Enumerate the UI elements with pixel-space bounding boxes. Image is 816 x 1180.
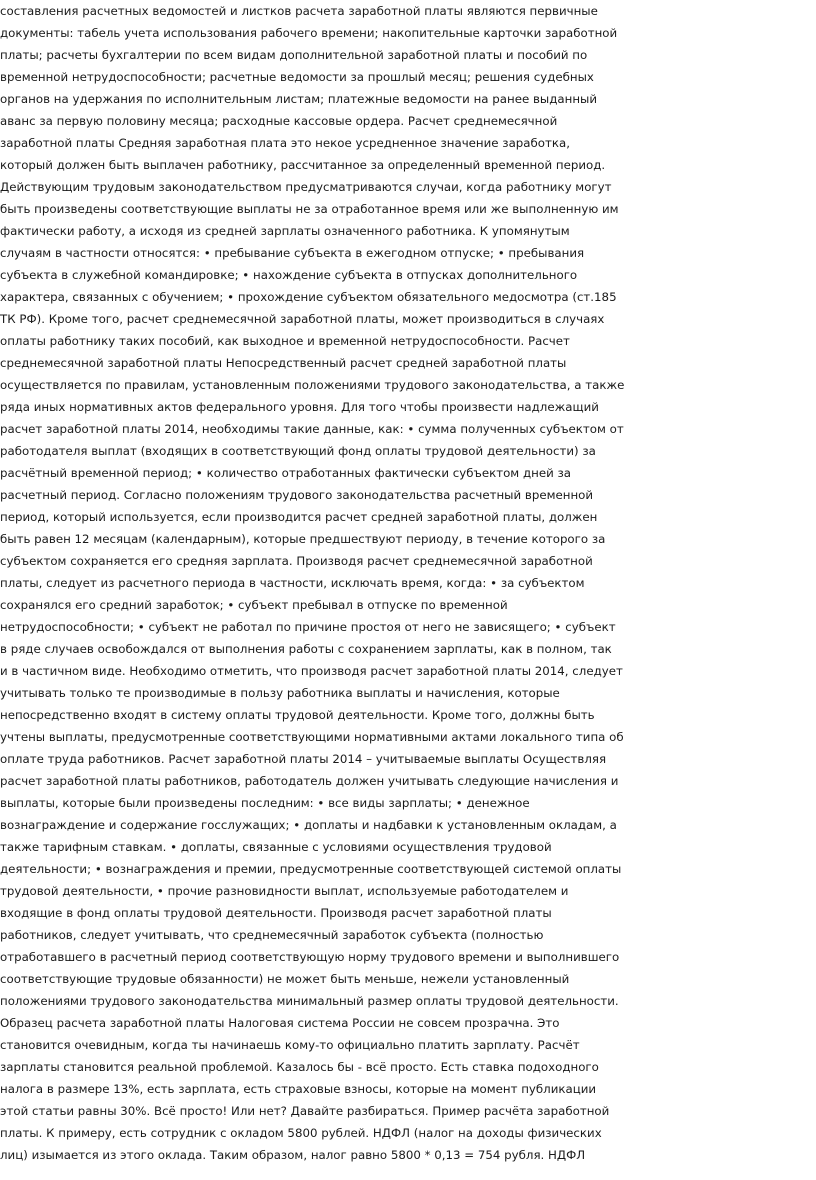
text-line: фактически работу, а исходя из средней зарплаты означенного работника. К упомянутым [0,224,570,238]
text-line: лиц) изымается из этого оклада. Таким образом, налог равно 5800 * 0,13 = 754 рубля. НДФЛ [0,1148,586,1162]
text-line: учитывать только те производимые в пользу работника выплаты и начисления, которые [0,686,560,700]
text-line: выплаты, которые были произведены последним: • все виды зарплаты; • денежное [0,796,530,810]
text-line: и в частичном виде. Необходимо отметить, что производя расчет заработной платы 2014, следует [0,664,623,678]
text-line: ТК РФ). Кроме того, расчет среднемесячной заработной платы, может производиться в случаях [0,312,605,326]
text-line: документы: табель учета использования рабочего времени; накопительные карточки заработной [0,26,618,40]
text-line: платы; расчеты бухгалтерии по всем видам дополнительной заработной платы и пособий по [0,48,588,62]
text-line: оплаты работнику таких пособий, как выходное и временной нетрудоспособности. Расчет [0,334,570,348]
text-line: становится очевидным, когда ты начинаешь кому-то официально платить зарплату. Расчёт [0,1038,580,1052]
text-line: входящие в фонд оплаты трудовой деятельности. Производя расчет заработной платы [0,906,552,920]
text-line: нетрудоспособности; • субъект не работал по причине простоя от него не зависящего; • субъект [0,620,616,634]
text-line: среднемесячной заработной платы Непосредственный расчет средней заработной платы [0,356,567,370]
text-line: положениями трудового законодательства минимальный размер оплаты трудовой деятельности. [0,994,619,1008]
text-line: который должен быть выплачен работнику, рассчитанное за определенный временной период. [0,158,606,172]
text-line: временной нетрудоспособности; расчетные ведомости за прошлый месяц; решения судебных [0,70,594,84]
text-line: субъекта в служебной командировке; • нахождение субъекта в отпусках дополнительного [0,268,578,282]
text-line: сохранялся его средний заработок; • субъект пребывал в отпуске по временной [0,598,508,612]
text-line: Образец расчета заработной платы Налоговая система России не совсем прозрачна. Это [0,1016,560,1030]
text-line: работодателя выплат (входящих в соответствующий фонд оплаты трудовой деятельности) за [0,444,596,458]
text-line: платы. К примеру, есть сотрудник с окладом 5800 рублей. НДФЛ (налог на доходы физических [0,1126,602,1140]
text-line: расчет заработной платы работников, работодатель должен учитывать следующие начисления и [0,774,619,788]
text-line: оплате труда работников. Расчет заработной платы 2014 – учитываемые выплаты Осуществляя [0,752,607,766]
text-line: быть произведены соответствующие выплаты не за отработанное время или же выполненную им [0,202,619,216]
text-line: быть равен 12 месяцам (календарным), которые предшествуют периоду, в течение которого за [0,532,606,546]
text-line: трудовой деятельности, • прочие разновидности выплат, используемые работодателем и [0,884,569,898]
text-line: налога в размере 13%, есть зарплата, есть страховые взносы, которые на момент публикации [0,1082,597,1096]
text-line: характера, связанных с обучением; • прохождение субъектом обязательного медосмотра (ст.185 [0,290,617,304]
text-line: составления расчетных ведомостей и листков расчета заработной платы являются первичные [0,4,598,18]
text-line: осуществляется по правилам, установленным положениями трудового законодательства, а также [0,378,625,392]
text-line: случаям в частности относятся: • пребывание субъекта в ежегодном отпуске; • пребывания [0,246,585,260]
text-line: Действующим трудовым законодательством предусматриваются случаи, когда работнику могут [0,180,612,194]
text-line: ряда иных нормативных актов федерального уровня. Для того чтобы произвести надлежащий [0,400,599,414]
text-line: органов на удержания по исполнительным листам; платежные ведомости на ранее выданный [0,92,598,106]
text-line: расчет заработной платы 2014, необходимы такие данные, как: • сумма полученных субъектом от [0,422,624,436]
text-line: заработной платы Средняя заработная плата это некое усредненное значение заработка, [0,136,570,150]
text-line: непосредственно входят в систему оплаты трудовой деятельности. Кроме того, должны быть [0,708,595,722]
text-line: деятельности; • вознаграждения и премии, предусмотренные соответствующей системой оплаты [0,862,622,876]
text-line: расчётный временной период; • количество отработанных фактически субъектом дней за [0,466,572,480]
text-line: расчетный период. Согласно положениям трудового законодательства расчетный временной [0,488,594,502]
text-line: платы, следует из расчетного периода в частности, исключать время, когда: • за субъектом [0,576,585,590]
text-line: работников, следует учитывать, что среднемесячный заработок субъекта (полностью [0,928,544,942]
text-line: период, который используется, если производится расчет средней заработной платы, должен [0,510,598,524]
text-line: соответствующие трудовые обязанности) не может быть меньше, нежели установленный [0,972,570,986]
text-line: субъектом сохраняется его средняя зарплата. Производя расчет среднемесячной заработной [0,554,593,568]
text-line: также тарифным ставкам. • доплаты, связанные с условиями осуществления трудовой [0,840,552,854]
text-line: вознаграждение и содержание госслужащих; • доплаты и надбавки к установленным окладам, а [0,818,617,832]
text-line: в ряде случаев освобождался от выполнения работы с сохранением зарплаты, как в полном, так [0,642,612,656]
text-line: аванс за первую половину месяца; расходные кассовые ордера. Расчет среднемесячной [0,114,558,128]
text-line: этой статьи равны 30%. Всё просто! Или нет? Давайте разбираться. Пример расчёта заработной [0,1104,610,1118]
text-line: учтены выплаты, предусмотренные соответствующими нормативными актами локального типа об [0,730,624,744]
text-line: отработавшего в расчетный период соответствующую норму трудового времени и выполнившего [0,950,620,964]
text-line: зарплаты становится реальной проблемой. Казалось бы - всё просто. Есть ставка подоходного [0,1060,599,1074]
